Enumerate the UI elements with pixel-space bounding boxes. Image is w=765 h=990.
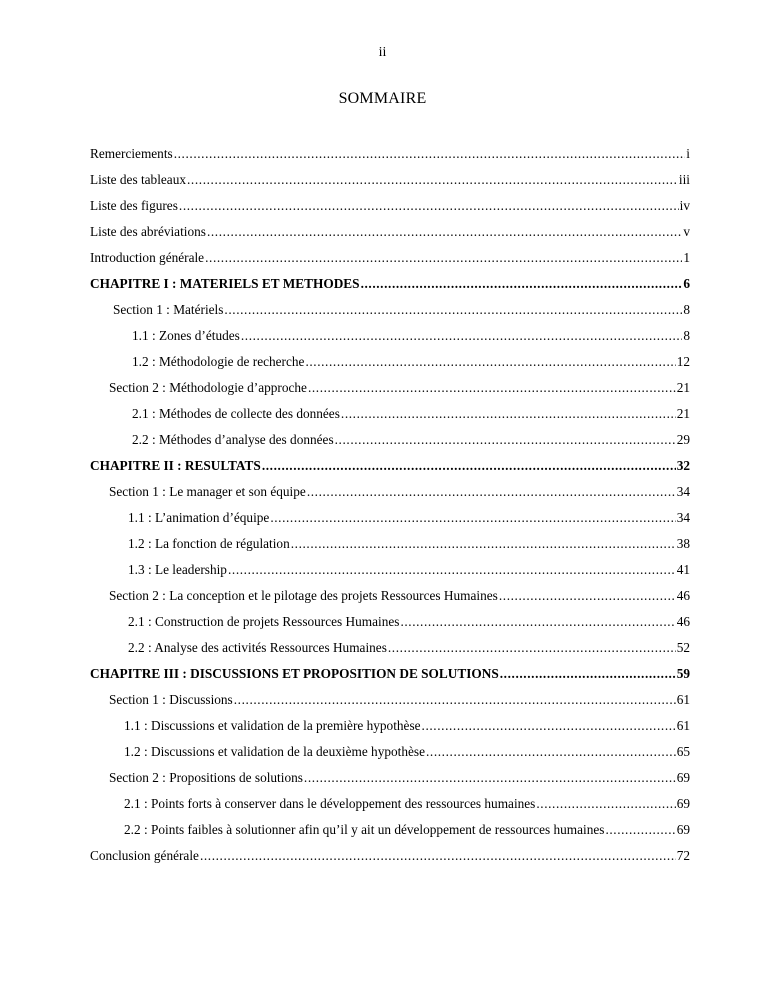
toc-entry-page: i [686,146,690,161]
toc-dot-leader [499,586,676,606]
toc-entry-page: 12 [676,354,690,369]
toc-entry-label: 2.1 : Méthodes de collecte des données [132,406,340,421]
toc-entry[interactable] [90,560,690,586]
toc-entry-label: 1.1 : L’animation d’équipe [128,510,270,525]
toc-dot-leader [224,300,682,320]
toc-entry-label: 1.2 : La fonction de régulation [128,536,290,551]
toc-entry-page: 21 [676,406,690,421]
toc-entry-label: Remerciements [90,146,173,161]
toc-entry-label: 2.2 : Analyse des activités Ressources Humaines [128,640,387,655]
toc-entry-page: 69 [676,770,690,785]
toc-entry[interactable] [90,664,690,690]
page-number: ii [378,45,387,60]
toc-entry[interactable] [90,378,690,404]
table-of-contents [90,144,690,872]
toc-entry-label: Section 1 : Matériels [113,302,224,317]
toc-dot-leader [422,716,676,736]
toc-dot-leader [179,196,679,216]
toc-dot-leader [228,560,676,580]
toc-entry-page: 38 [676,536,690,551]
toc-dot-leader [291,534,676,554]
toc-entry-label: Conclusion générale [90,848,199,863]
toc-dot-leader [341,404,676,424]
toc-entry[interactable] [90,456,690,482]
toc-entry-label: Liste des figures [90,198,178,213]
toc-entry[interactable] [90,586,690,612]
toc-entry-page: 8 [683,328,690,343]
toc-entry[interactable] [90,144,690,170]
toc-dot-leader [174,144,686,164]
toc-dot-leader [335,430,676,450]
toc-dot-leader [536,794,675,814]
toc-entry-page: 52 [676,640,690,655]
toc-entry-page: v [683,224,690,239]
toc-entry[interactable] [90,612,690,638]
toc-entry-page: 32 [676,458,690,473]
toc-entry-page: iii [678,172,690,187]
toc-dot-leader [262,456,676,476]
toc-entry-label: 2.2 : Méthodes d’analyse des données [132,432,334,447]
toc-entry-page: 69 [676,796,690,811]
toc-dot-leader [500,664,676,684]
toc-entry-label: CHAPITRE I : MATERIELS ET METHODES [90,276,360,291]
toc-entry-page: 34 [676,484,690,499]
toc-entry[interactable] [90,638,690,664]
toc-entry-page: 8 [683,302,690,317]
toc-entry[interactable] [90,404,690,430]
toc-entry[interactable] [90,430,690,456]
toc-entry-label: Introduction générale [90,250,205,265]
toc-dot-leader [305,352,675,372]
toc-entry-page: 61 [676,718,690,733]
toc-entry-page: 46 [676,614,690,629]
toc-entry[interactable] [90,742,690,768]
toc-entry-page: 65 [676,744,690,759]
toc-entry-label: CHAPITRE III : DISCUSSIONS ET PROPOSITION DE SOLUTIONS [90,666,499,681]
toc-entry[interactable] [90,170,690,196]
toc-entry-label: 2.1 : Construction de projets Ressources Humaines [128,614,400,629]
toc-entry[interactable] [90,768,690,794]
toc-entry[interactable] [90,222,690,248]
toc-entry[interactable] [90,274,690,300]
toc-entry[interactable] [90,300,690,326]
toc-dot-leader [304,768,676,788]
toc-dot-leader [605,820,675,840]
toc-dot-leader [388,638,676,658]
toc-entry-label: 1.2 : Discussions et validation de la deuxième hypothèse [124,744,425,759]
toc-entry[interactable] [90,352,690,378]
toc-dot-leader [207,222,682,242]
toc-entry-page: 72 [676,848,690,863]
toc-entry[interactable] [90,248,690,274]
toc-entry[interactable] [90,196,690,222]
toc-dot-leader [200,846,676,866]
toc-entry-label: Section 1 : Le manager et son équipe [109,484,306,499]
toc-entry-label: 1.1 : Discussions et validation de la première hypothèse [124,718,421,733]
toc-entry[interactable] [90,508,690,534]
toc-entry-page: 34 [676,510,690,525]
toc-entry-label: Section 2 : Propositions de solutions [109,770,303,785]
toc-dot-leader [241,326,683,346]
toc-entry[interactable] [90,326,690,352]
toc-dot-leader [426,742,676,762]
toc-dot-leader [308,378,676,398]
toc-entry-page: 21 [676,380,690,395]
toc-entry-label: Liste des abréviations [90,224,206,239]
toc-entry-label: Liste des tableaux [90,172,186,187]
toc-entry-page: 6 [683,276,690,291]
toc-entry-label: Section 1 : Discussions [109,692,233,707]
toc-entry[interactable] [90,846,690,872]
toc-dot-leader [234,690,676,710]
toc-entry-page: 59 [676,666,690,681]
toc-entry-page: 29 [676,432,690,447]
toc-entry-label: 1.1 : Zones d’études [132,328,240,343]
toc-dot-leader [270,508,675,528]
toc-entry-page: 41 [676,562,690,577]
toc-dot-leader [205,248,682,268]
toc-entry-label: 1.3 : Le leadership [128,562,227,577]
toc-dot-leader [307,482,676,502]
toc-entry[interactable] [90,820,690,846]
toc-dot-leader [361,274,683,294]
toc-entry-label: Section 2 : Méthodologie d’approche [109,380,307,395]
toc-entry-label: CHAPITRE II : RESULTATS [90,458,261,473]
toc-entry-label: 1.2 : Méthodologie de recherche [132,354,305,369]
toc-entry-label: Section 2 : La conception et le pilotage des projets Ressources Humaines [109,588,498,603]
toc-entry[interactable] [90,690,690,716]
toc-entry[interactable] [90,716,690,742]
toc-entry[interactable] [90,794,690,820]
toc-dot-leader [187,170,678,190]
toc-entry-page: 1 [683,250,690,265]
toc-entry-page: 61 [676,692,690,707]
toc-entry[interactable] [90,482,690,508]
toc-entry-page: 69 [676,822,690,837]
page-title: SOMMAIRE [338,90,427,107]
toc-entry-label: 2.2 : Points faibles à solutionner afin qu’il y ait un développement de ressources humaines [124,822,605,837]
toc-entry[interactable] [90,534,690,560]
toc-entry-label: 2.1 : Points forts à conserver dans le développement des ressources humaines [124,796,536,811]
toc-entry-page: iv [679,198,690,213]
toc-dot-leader [400,612,675,632]
toc-entry-page: 46 [676,588,690,603]
